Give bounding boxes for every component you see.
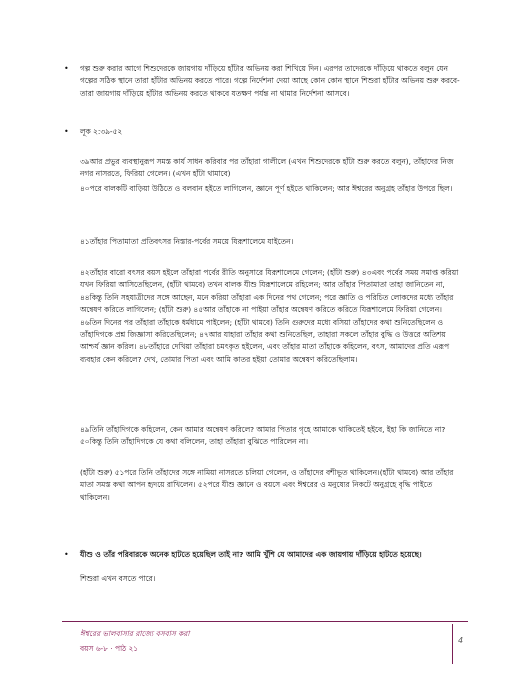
scripture-paragraph: ৪১তাঁহার পিতামাতা প্রতিবৎসর নিস্তার-পর্বের সময়ে যিরূশালেমে যাইতেন। bbox=[80, 237, 294, 246]
bullet-point: • bbox=[64, 550, 69, 559]
footer-subtitle: বয়স ৬-৮ · পাঠ ২১ bbox=[80, 644, 139, 653]
scripture-paragraph: (হাঁটা শুরু) ৫১পরে তিনি তাঁহাদের সঙ্গে নামিয়া নাসরতে চলিয়া গেলেন, ও তাঁহাদের বশীভূত থাকিলেন।(হাঁটা থামবে) আর তাঁহার মাতা সমস্ত কথা আপন হৃদয়ে রাখিলেন। ৫২পরে যীশু জ্ঞানে ও বয়সে এবং ঈশ্বরের ও মনুষ্যের নিকটে অনুগ্রহে বৃদ্ধি পাইতে থাকিলেন। bbox=[80, 468, 454, 502]
scripture-paragraph: ৪২তাঁহার বারো বৎসর বয়স হইলে তাঁহারা পর্বের রীতি অনুসারে যিরূশালেমে গেলেন; (হাঁটা শুরু) ৪৩এবং পর্বের সময় সমাপ্ত করিয়া যখন ফিরিয়া আসিতেছিলেন, (হাঁটা থামবে) তখন বালক যীশু যিরূশালেমে রহিলেন; আর তাঁহার পিতামাতা তাহা জানিতেন না, ৪৪কিন্তু তিনি সহযাত্রীদের সঙ্গে আছেন, মনে করিয়া তাঁহারা এক দিনের পথ গেলেন; পরে জ্ঞাতি ও পরিচিত লোকদের মধ্যে তাঁহার অন্বেষণ করিতে লাগিলেন; (হাঁটা শুরু) ৪৫আর তাঁহাকে না পাইয়া তাঁহার অন্বেষণ করিতে করিতে যিরূশালেমে ফিরিয়া গেলেন। ৪৬তিন দিনের পর তাঁহারা তাঁহাকে ধর্মধামে পাইলেন; (হাঁটা থামবে) তিনি গুরুদের মধ্যে বসিয়া তাঁহাদের কথা শুনিতেছিলেন ও তাঁহাদিগকে প্রশ্ন জিজ্ঞাসা করিতেছিলেন; ৪৭আর যাহারা তাঁহার কথা শুনিতেছিল, তাহারা সকলে তাঁহার বুদ্ধি ও উত্তরে অতিশয় আশ্চর্য জ্ঞান করিল। ৪৮তাঁহারে দেখিয়া তাঁহারা চমৎকৃত হইলেন, এবং তাঁহার মাতা তাঁহাকে কহিলেন, বৎস, আমাদের প্রতি এরূপ ব্যবহার কেন করিলে? দেখ, তোমার পিতা এবং আমি কাতর হইয়া তোমার অন্বেষণ করিতেছিলাম। bbox=[80, 268, 459, 364]
scripture-paragraph: ৪৯তিনি তাঁহাদিগকে কহিলেন, কেন আমার অন্বেষণ করিলে? আমার পিতার গৃহে আমাকে থাকিতেই হইবে, ইহা কি জানিতে না? ৫০কিন্তু তিনি তাঁহাদিগকে যে কথা বলিলেন, তাহা তাঁহারা বুঝিতে পারিলেন না। bbox=[80, 425, 446, 447]
footer-divider bbox=[62, 621, 468, 622]
bullet-point: • bbox=[64, 64, 69, 73]
scripture-reference: লূক ২:৩৯-৫২ bbox=[80, 127, 123, 136]
bullet-point: • bbox=[64, 127, 69, 136]
intro-instructions: গল্প শুরু করার আগে শিশুদেরকে জায়গায় দাঁড়িয়ে হাঁটার অভিনয় করা শিখিয়ে দিন। এরপর তাদেরকে দাঁড়িয়ে থাকতে বলুন যেন গল্পের সঠিক স্থানে তারা হাঁটার অভিনয় করতে পারে। গল্পে নির্দেশনা দেয়া আছে কোন কোন স্থানে শিশুরা হাঁটার অভিনয় শুরু করবে- তারা জায়গায় দাঁড়িয়ে হাঁটার অভিনয় করতে থাকবে যতক্ষণ পর্যন্ত না থামার নির্দেশনা আসবে। bbox=[80, 64, 460, 98]
closing-instruction: শিশুরা এখন বসতে পারে। bbox=[80, 574, 156, 583]
scripture-paragraph: ৪০পরে বালকটি বাড়িয়া উঠিতে ও বলবান হইতে লাগিলেন, জ্ঞানে পূর্ণ হইতে থাকিলেন; আর ঈশ্বরের অনুগ্রহ তাঁহার উপরে ছিল। bbox=[80, 184, 453, 193]
closing-statement: যীশু ও তাঁর পরিবারকে অনেক হাটতে হয়েছিল তাই না? আমি খুঁশি যে আমাদের এক জায়গায় দাঁড়িয়ে হাটতে হয়েছে। bbox=[80, 550, 422, 559]
footer-title: ঈশ্বরের ভালবাসার রাজ্যে বসবাস করা bbox=[80, 629, 190, 638]
page-number: 4 bbox=[458, 636, 464, 645]
scripture-paragraph: ৩৯আর প্রভুর ব্যবস্থানুরূপ সমস্ত কার্য সাধন করিবার পর তাঁহারা গালীলে (এখন শিশুদেরকে হাঁটা শুরু করতে বলুন), তাঁহাদের নিজ নগর নাসরতে, ফিরিয়া গেলেন। (এখন হাঁটা থামাবে) bbox=[80, 157, 454, 179]
